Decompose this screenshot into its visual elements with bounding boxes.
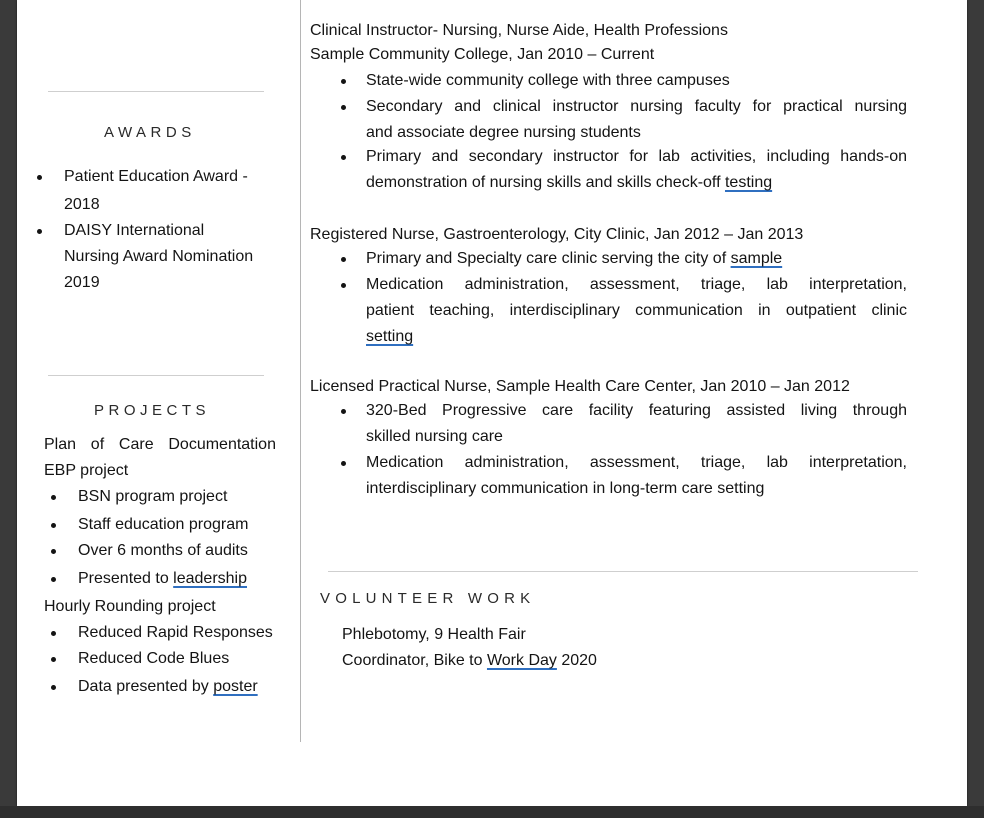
job1-bullet-3-line1: Primary and secondary instructor for lab activities, including hands-on [366, 148, 907, 165]
job1-bullet-3-line2-text: demonstration of nursing skills and skills check-off [366, 174, 725, 191]
award-item-1-line2: 2018 [64, 196, 100, 213]
job1-bullet-2-line1: Secondary and clinical instructor nursing faculty for practical nursing [366, 98, 907, 115]
volunteer-line-2 [342, 648, 597, 674]
project1-title-word: Plan [44, 436, 77, 453]
job1-title: Clinical Instructor- Nursing, Nurse Aide, Health Professions [310, 22, 728, 39]
spellcheck-underlined-word: Work Day [486, 652, 557, 669]
project1-title-word: of [90, 436, 105, 453]
job3-title: Licensed Practical Nurse, Sample Health Care Center, Jan 2010 – Jan 2012 [310, 378, 850, 395]
project1-bullet-4 [78, 566, 247, 592]
job3-bullet-1-line2: skilled nursing care [366, 428, 503, 445]
awards-heading: AWARDS [104, 124, 196, 141]
project1-title-word: Care [118, 436, 154, 453]
spellcheck-underlined-word: poster [213, 678, 258, 695]
job2-bullet-2-line3 [366, 324, 413, 350]
volunteer-divider [328, 571, 918, 572]
volunteer-line-1: Phlebotomy, 9 Health Fair [342, 626, 526, 643]
job2-bullet-1 [366, 246, 782, 272]
project2-bullet-2: Reduced Code Blues [78, 650, 230, 667]
project1-title-line2: EBP project [44, 462, 129, 479]
volunteer-line-2-text: Coordinator, Bike to [342, 652, 487, 669]
job1-org: Sample Community College, Jan 2010 – Current [310, 46, 655, 63]
bullet-icon [51, 631, 56, 636]
project2-title: Hourly Rounding project [44, 598, 216, 615]
job1-bullet-2-line2: and associate degree nursing students [366, 124, 641, 141]
bullet-icon [51, 657, 56, 662]
job2-title: Registered Nurse, Gastroenterology, City Clinic, Jan 2012 – Jan 2013 [310, 226, 804, 243]
bullet-icon [51, 495, 56, 500]
bullet-icon [51, 549, 56, 554]
award-item-1-line1: Patient Education Award - [64, 168, 248, 185]
job1-bullet-1: State-wide community college with three campuses [366, 72, 730, 89]
bullet-icon [341, 155, 346, 160]
job3-bullet-2-line2: interdisciplinary communication in long-term care setting [366, 480, 765, 497]
award-item-2-line2: Nursing Award Nomination [64, 248, 254, 265]
spellcheck-underlined-word: sample [730, 250, 783, 267]
bullet-icon [51, 523, 56, 528]
volunteer-heading: VOLUNTEER WORK [320, 590, 536, 607]
spellcheck-underlined-word: testing [724, 174, 773, 191]
volunteer-line-2-suffix: 2020 [556, 652, 597, 669]
job1-bullet-3-line2 [366, 170, 772, 196]
project1-bullet-4-text: Presented to [78, 570, 174, 587]
projects-heading: PROJECTS [94, 402, 211, 419]
page-bottom-edge [0, 806, 984, 818]
project1-title [44, 432, 276, 458]
bullet-icon [341, 461, 346, 466]
column-divider [300, 0, 301, 742]
resume-page [17, 0, 967, 806]
bullet-icon [37, 175, 42, 180]
project1-bullet-1: BSN program project [78, 488, 228, 505]
bullet-icon [51, 685, 56, 690]
bullet-icon [341, 105, 346, 110]
projects-divider [48, 375, 264, 376]
project2-bullet-1: Reduced Rapid Responses [78, 624, 273, 641]
job3-bullet-1-line1: 320-Bed Progressive care facility featuring assisted living through [366, 402, 907, 419]
project1-bullet-2: Staff education program [78, 516, 249, 533]
bullet-icon [37, 229, 42, 234]
bullet-icon [51, 577, 56, 582]
awards-divider [48, 91, 264, 92]
bullet-icon [341, 409, 346, 414]
project2-bullet-3 [78, 674, 258, 700]
job2-bullet-2-line2: patient teaching, interdisciplinary communication in outpatient clinic [366, 302, 907, 319]
job3-bullet-2-line1: Medication administration, assessment, triage, lab interpretation, [366, 454, 907, 471]
bullet-icon [341, 257, 346, 262]
award-item-2-line1: DAISY International [64, 222, 205, 239]
award-item-2-line3: 2019 [64, 274, 100, 291]
job2-bullet-2-line1: Medication administration, assessment, triage, lab interpretation, [366, 276, 907, 293]
spellcheck-underlined-word: leadership [173, 570, 247, 587]
job2-bullet-1-text: Primary and Specialty care clinic serving the city of [366, 250, 731, 267]
bullet-icon [341, 283, 346, 288]
project2-bullet-3-text: Data presented by [78, 678, 214, 695]
project1-bullet-3: Over 6 months of audits [78, 542, 248, 559]
project1-title-word: Documentation [168, 436, 276, 453]
bullet-icon [341, 79, 346, 84]
spellcheck-underlined-word: setting [366, 328, 414, 345]
